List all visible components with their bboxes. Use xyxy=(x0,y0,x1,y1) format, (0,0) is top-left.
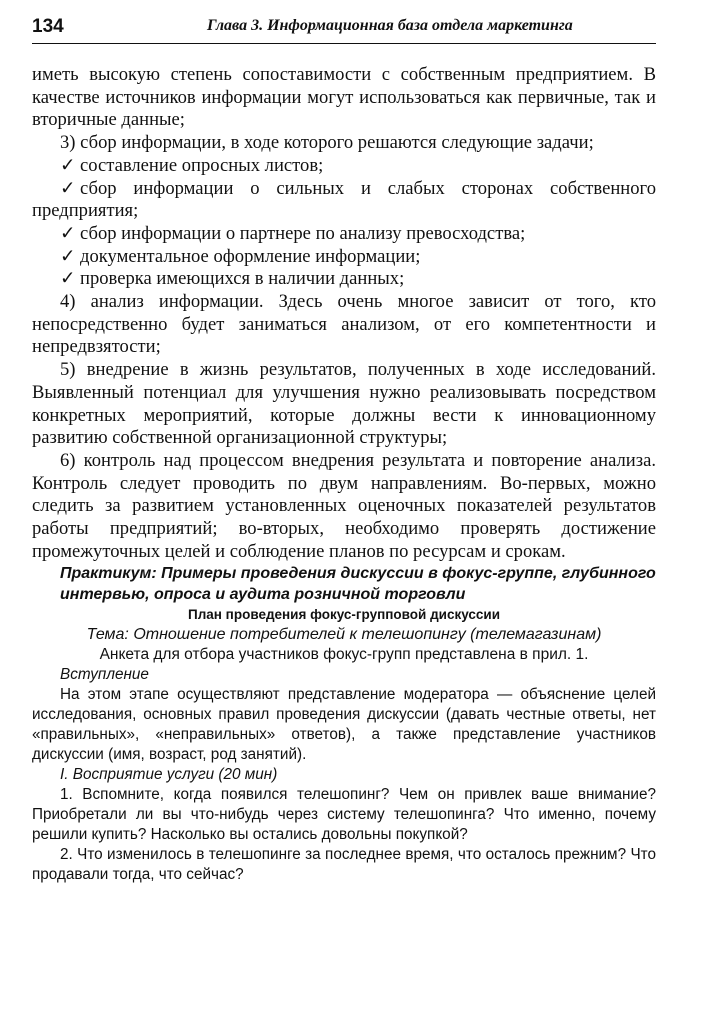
body-text xyxy=(32,64,656,563)
checkmark-icon: ✓ xyxy=(60,222,76,244)
running-head: Глава 3. Информационная база отдела маркетинга xyxy=(207,17,573,34)
intro-title: Вступление xyxy=(60,666,149,684)
checklist-item xyxy=(32,155,656,178)
paragraph-text: сбор информации о партнере по анализу превосходства; xyxy=(80,222,526,244)
paragraph-text: 3) сбор информации, в ходе которого решаются следующие задачи; xyxy=(60,132,594,154)
questionnaire-note: Анкета для отбора участников фокус-групп представлена в прил. 1. xyxy=(99,646,589,664)
checkmark-icon: ✓ xyxy=(60,177,76,199)
checklist-item xyxy=(32,246,656,269)
section-1-title: I. Восприятие услуги (20 мин) xyxy=(60,766,278,784)
body-paragraph xyxy=(32,291,656,359)
praktikum-title: Практикум: Примеры проведения дискуссии в фокус-группе, глубинного интервью, опроса и аудита розничной торговли xyxy=(60,565,656,604)
question-item: 2. Что изменилось в телешопинге за последнее время, что осталось прежним? Что продавали тогда, что сейчас? xyxy=(32,846,656,884)
checklist-item xyxy=(32,178,656,223)
paragraph-text: 6) контроль над процессом внедрения результата и повторение анализа. Контроль следует проводить по двум направлениям. Во-первых, можно следить за развитием установленных оценочных показателей результатов работы предприятий; во-вторых, необходимо проверять достижение промежуточных целей и соблюдение планов по ресурсам и срокам. xyxy=(32,449,656,562)
checklist-item xyxy=(32,268,656,291)
paragraph-text: проверка имеющихся в наличии данных; xyxy=(80,268,405,290)
intro-text: На этом этапе осуществляют представление модератора — объяснение целей исследования, основных правил проведения дискуссии (давать честные ответы, нет «правильных», «неправильных» ответов), а также представление участников дискуссии (имя, возраст, род занятий). xyxy=(32,686,656,764)
paragraph-text: иметь высокую степень сопоставимости с собственным предприятием. В качестве источников информации могут использоваться как первичные, так и вторичные данные; xyxy=(32,64,656,131)
body-paragraph xyxy=(32,359,656,450)
paragraph-text: сбор информации о сильных и слабых сторонах собственного предприятия; xyxy=(32,177,656,222)
body-paragraph xyxy=(32,64,656,132)
body-paragraph xyxy=(32,450,656,564)
paragraph-text: 5) внедрение в жизнь результатов, полученных в ходе исследований. Выявленный потенциал для улучшения нужно реализовывать посредством конкретных мероприятий, которые должны вести к инновационному развитию собственной организационной структуры; xyxy=(32,359,656,449)
body-paragraph xyxy=(32,132,656,155)
paragraph-text: документальное оформление информации; xyxy=(80,245,421,267)
topic-line: Тема: Отношение потребителей к телешопингу (телемагазинам) xyxy=(86,626,602,644)
checkmark-icon: ✓ xyxy=(60,154,76,176)
paragraph-text: составление опросных листов; xyxy=(80,154,324,176)
question-item: 1. Вспомните, когда появился телешопинг? Чем он привлек ваше внимание? Приобретали ли вы что-нибудь через систему телешопинга? Что именно, почему решили купить? Насколько вы остались довольны покупкой? xyxy=(32,786,656,844)
checkmark-icon: ✓ xyxy=(60,268,76,290)
page-header xyxy=(32,0,656,50)
praktikum-section xyxy=(32,563,656,885)
page-number: 134 xyxy=(32,16,64,37)
checkmark-icon: ✓ xyxy=(60,245,76,267)
plan-title: План проведения фокус-групповой дискуссии xyxy=(187,607,501,623)
header-rule xyxy=(32,43,656,44)
checklist-item xyxy=(32,223,656,246)
paragraph-text: 4) анализ информации. Здесь очень многое зависит от того, кто непосредственно будет заниматься анализом, от его компетентности и непредвзятости; xyxy=(32,291,656,358)
